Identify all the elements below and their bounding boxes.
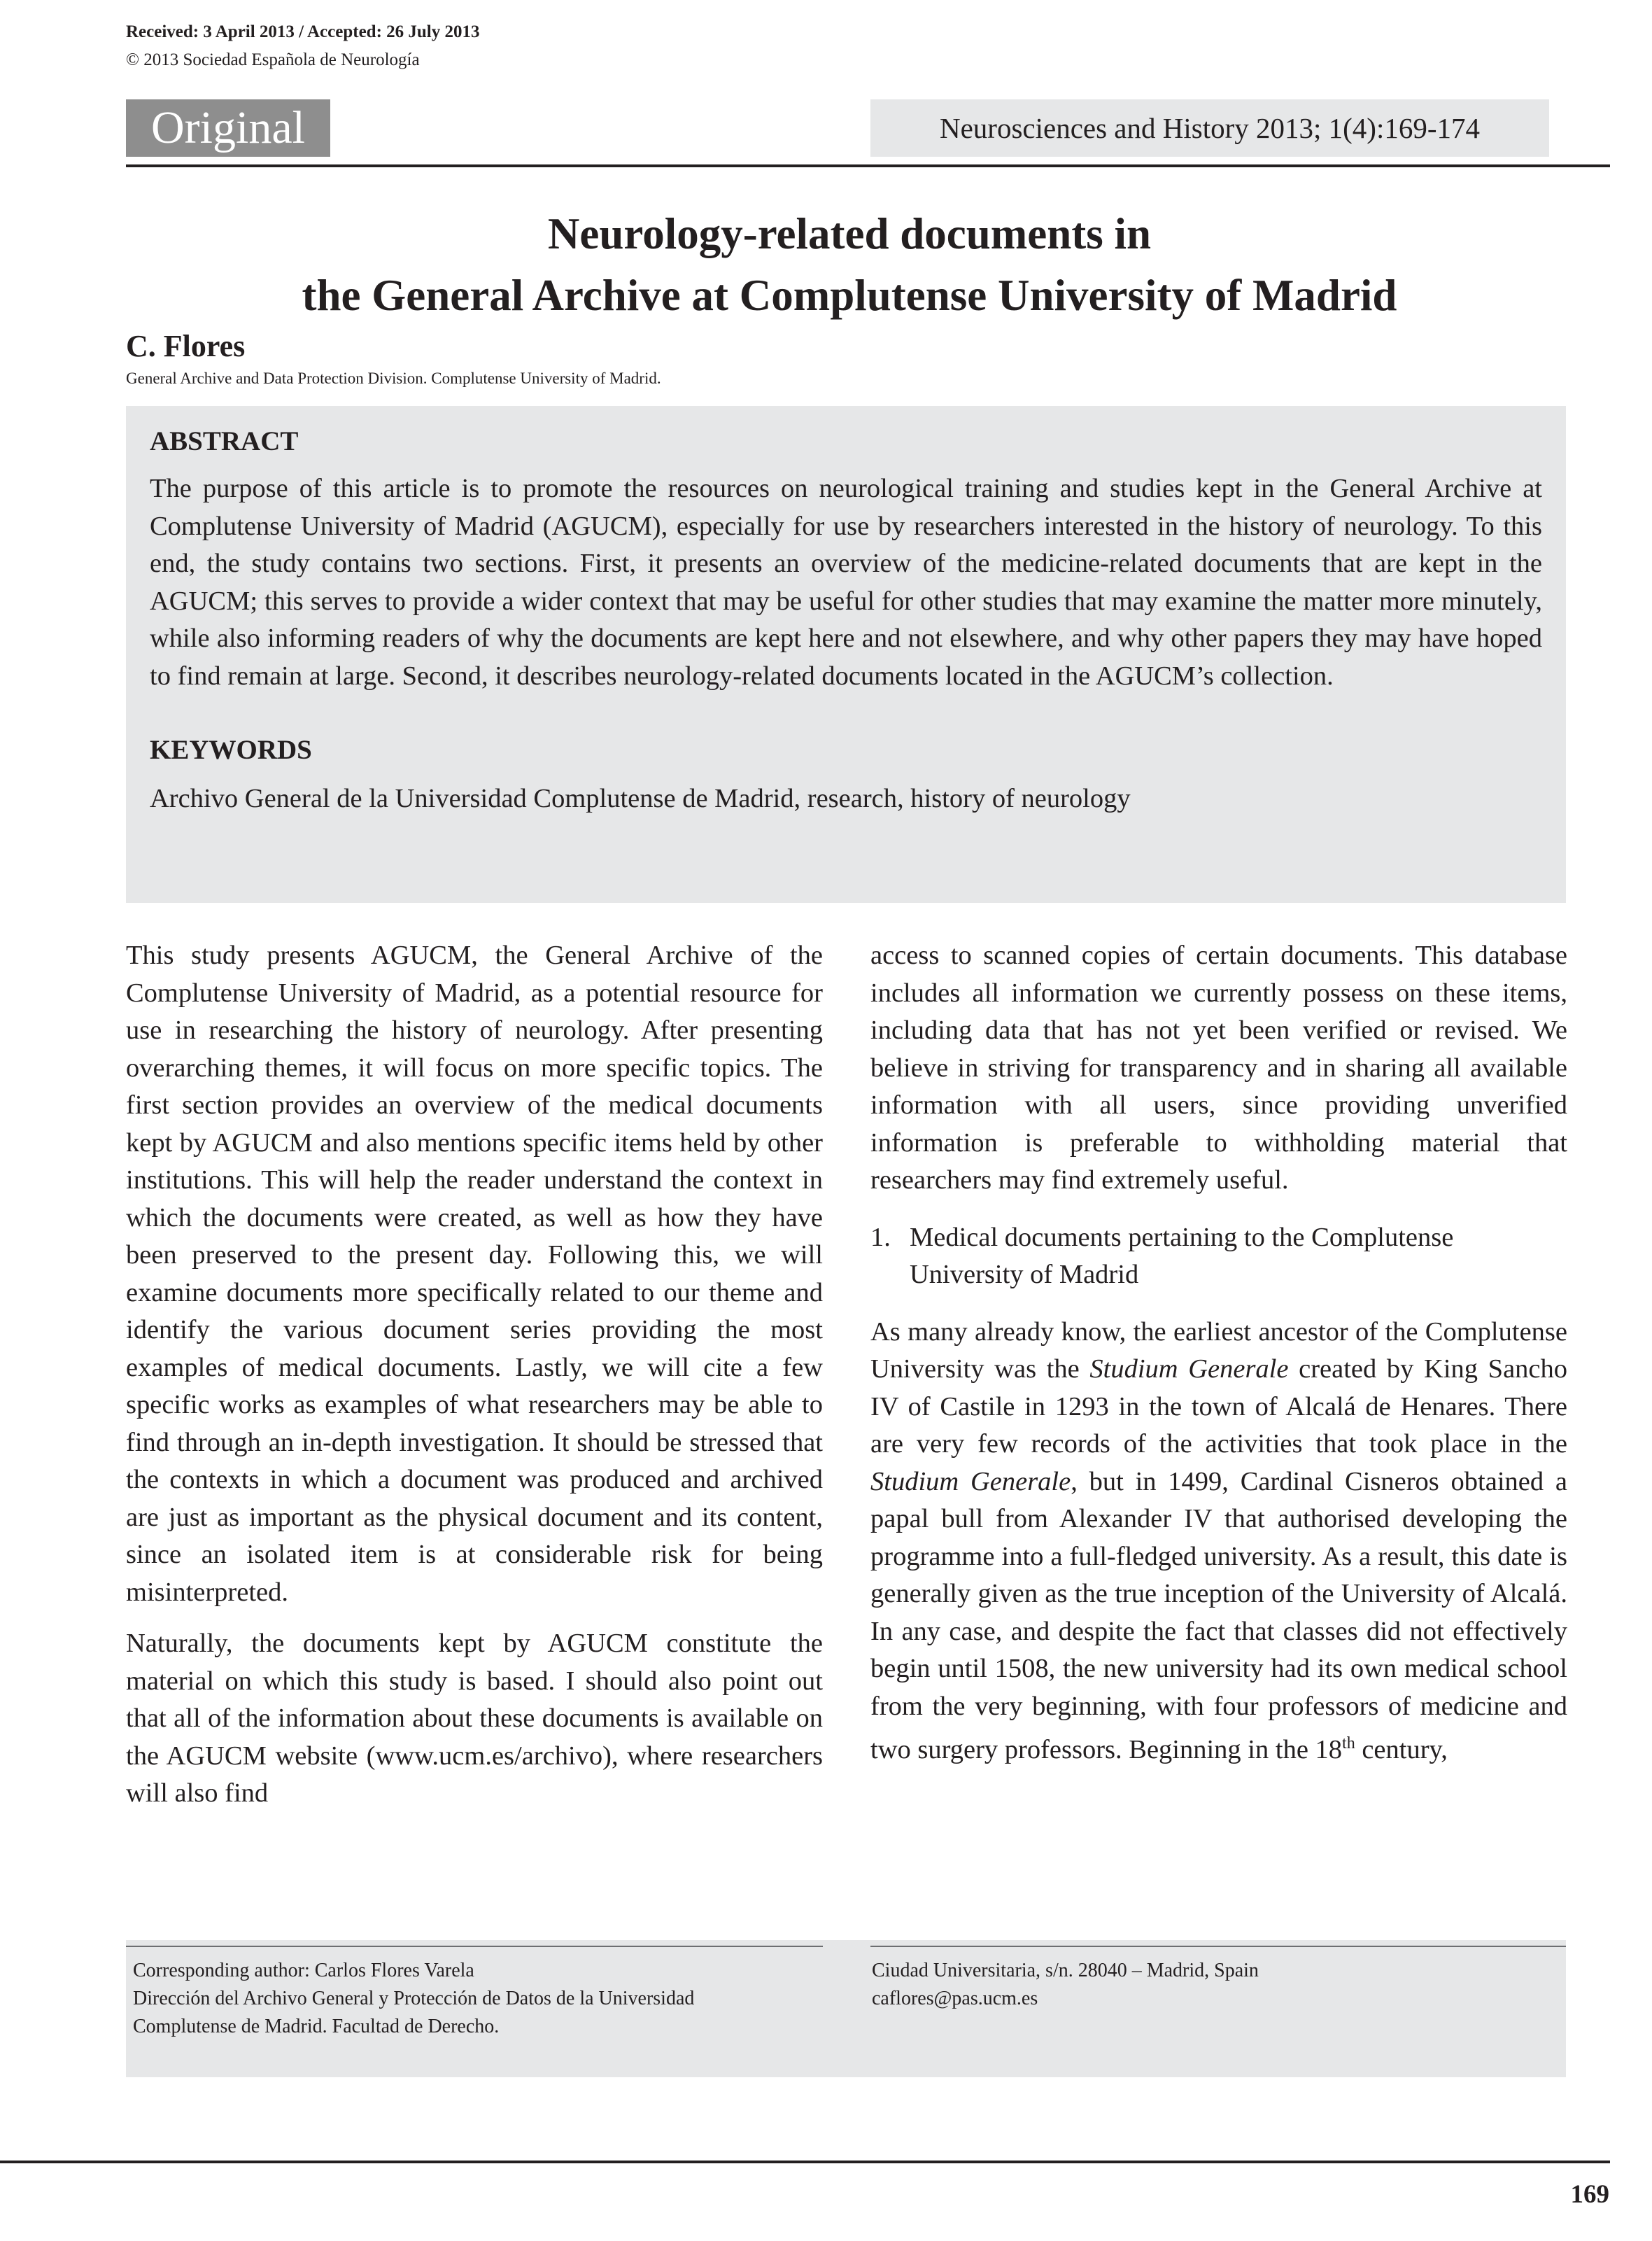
section-number: 1. — [870, 1222, 891, 1252]
superscript: th — [1342, 1734, 1355, 1752]
page-number: 169 — [1570, 2180, 1609, 2209]
italic-term: Studium Generale — [1089, 1354, 1289, 1384]
journal-reference: Neurosciences and History 2013; 1(4):169-174 — [870, 99, 1549, 157]
title-line-2: the General Archive at Complutense University of Madrid — [302, 271, 1397, 320]
body-paragraph: Naturally, the documents kept by AGUCM constitute the material on which this study is based. I should also point out that all of the information about these documents is available on the AGUCM website (www.ucm.es/archivo), where researchers will also find — [126, 1629, 823, 1808]
text-run: , but in 1499, Cardinal Cisneros obtained a papal bull from Alexander IV that authorised developing the programme into a full-fledged university. As a result, this date is generally given as the true inception of the University of Alcalá. In any case, and despite the fact that classes did not effectively begin until 1508, the new university had its own medical school from the very beginning, with four professors of medicine and two surgery professors. Beginning in the 18 — [870, 1466, 1567, 1764]
body-paragraph: This study presents AGUCM, the General Archive of the Complutense University of Madrid, as a potential resource for use in researching the history of neurology. After presenting overarching themes, it will focus on more specific topics. The first section provides an overview of the medical documents kept by AGUCM and also mentions specific items held by other institutions. This will help the reader understand the context in which the documents were created, as well as how they have been preserved to the present day. Following this, we will examine documents more specifically related to our theme and identify the various document series providing the most examples of medical documents. Lastly, we will cite a few specific works as examples of what researchers may be able to find through an in-depth investigation. It should be stressed that the contexts in which a document was produced and archived are just as important as the physical document and its content, since an isolated item is at considerable risk for being misinterpreted. — [126, 941, 823, 1607]
keywords-text: Archivo General de la Universidad Complutense de Madrid, research, history of neurology — [150, 784, 1131, 813]
body-column-right — [870, 937, 1567, 1769]
author-address-line: Ciudad Universitaria, s/n. 28040 – Madrid, Spain — [872, 1960, 1259, 1981]
abstract-text: The purpose of this article is to promote the resources on neurological training and studies kept in the General Archive at Complutense University of Madrid (AGUCM), especially for use by researchers interested in the history of neurology. To this end, the study contains two sections. First, it presents an overview of the medicine-related documents that are kept in the AGUCM; this serves to provide a wider context that may be useful for other studies that may examine the matter more minutely, while also informing readers of why the documents are kept here and not elsewhere, and why other papers they may have hoped to find remain at large. Second, it describes neurology-related documents located in the AGUCM’s collection. — [150, 474, 1542, 691]
keywords-heading: KEYWORDS — [150, 735, 312, 765]
body-paragraph: access to scanned copies of certain documents. This database includes all information we currently possess on these items, including data that has not yet been verified or revised. We believe in striving for transparency and in sharing all available information with all users, since providing unverified information is preferable to withholding material that researchers may find extremely useful. — [870, 941, 1567, 1195]
header-info — [126, 18, 480, 74]
text-run: century, — [1355, 1734, 1448, 1764]
corresponding-author: Corresponding author: Carlos Flores Varela — [133, 1960, 474, 1981]
footnote-left — [133, 1957, 819, 2041]
article-title — [126, 203, 1573, 326]
text-run: As many already know, the earliest ancestor of the Complutense University was the — [870, 1316, 1567, 1384]
italic-term: Studium Generale — [870, 1466, 1071, 1496]
author-address-line: Complutense de Madrid. Facultad de Derecho. — [133, 2016, 500, 2037]
footer-divider — [0, 2161, 1610, 2163]
footnote-rule-left — [126, 1946, 823, 1947]
footnote-right — [872, 1957, 1558, 2013]
author-address-line: Dirección del Archivo General y Protección de Datos de la Universidad — [133, 1988, 695, 2009]
author-email: caflores@pas.ucm.es — [872, 1988, 1038, 2009]
section-tag: Original — [126, 99, 330, 157]
author-affiliation: General Archive and Data Protection Division. Complutense University of Madrid. — [126, 370, 661, 387]
copyright-notice: © 2013 Sociedad Española de Neurología — [126, 50, 420, 69]
body-column-left — [126, 937, 823, 1813]
received-accepted-dates: Received: 3 April 2013 / Accepted: 26 July 2013 — [126, 22, 480, 41]
footnote-rule-right — [870, 1946, 1566, 1947]
abstract-heading: ABSTRACT — [150, 426, 299, 456]
header-divider — [126, 164, 1610, 167]
body-paragraph — [870, 1314, 1567, 1769]
title-line-1: Neurology-related documents in — [547, 209, 1152, 258]
abstract-box — [126, 406, 1566, 903]
author-name: C. Flores — [126, 329, 246, 363]
section-heading-text: Medical documents pertaining to the Complutense University of Madrid — [910, 1222, 1454, 1289]
text-run: created by King Sancho IV of Castile in 1293 in the town of Alcalá de Henares. There are very few records of the activities that took place in the — [870, 1354, 1567, 1459]
section-heading — [870, 1219, 1567, 1294]
